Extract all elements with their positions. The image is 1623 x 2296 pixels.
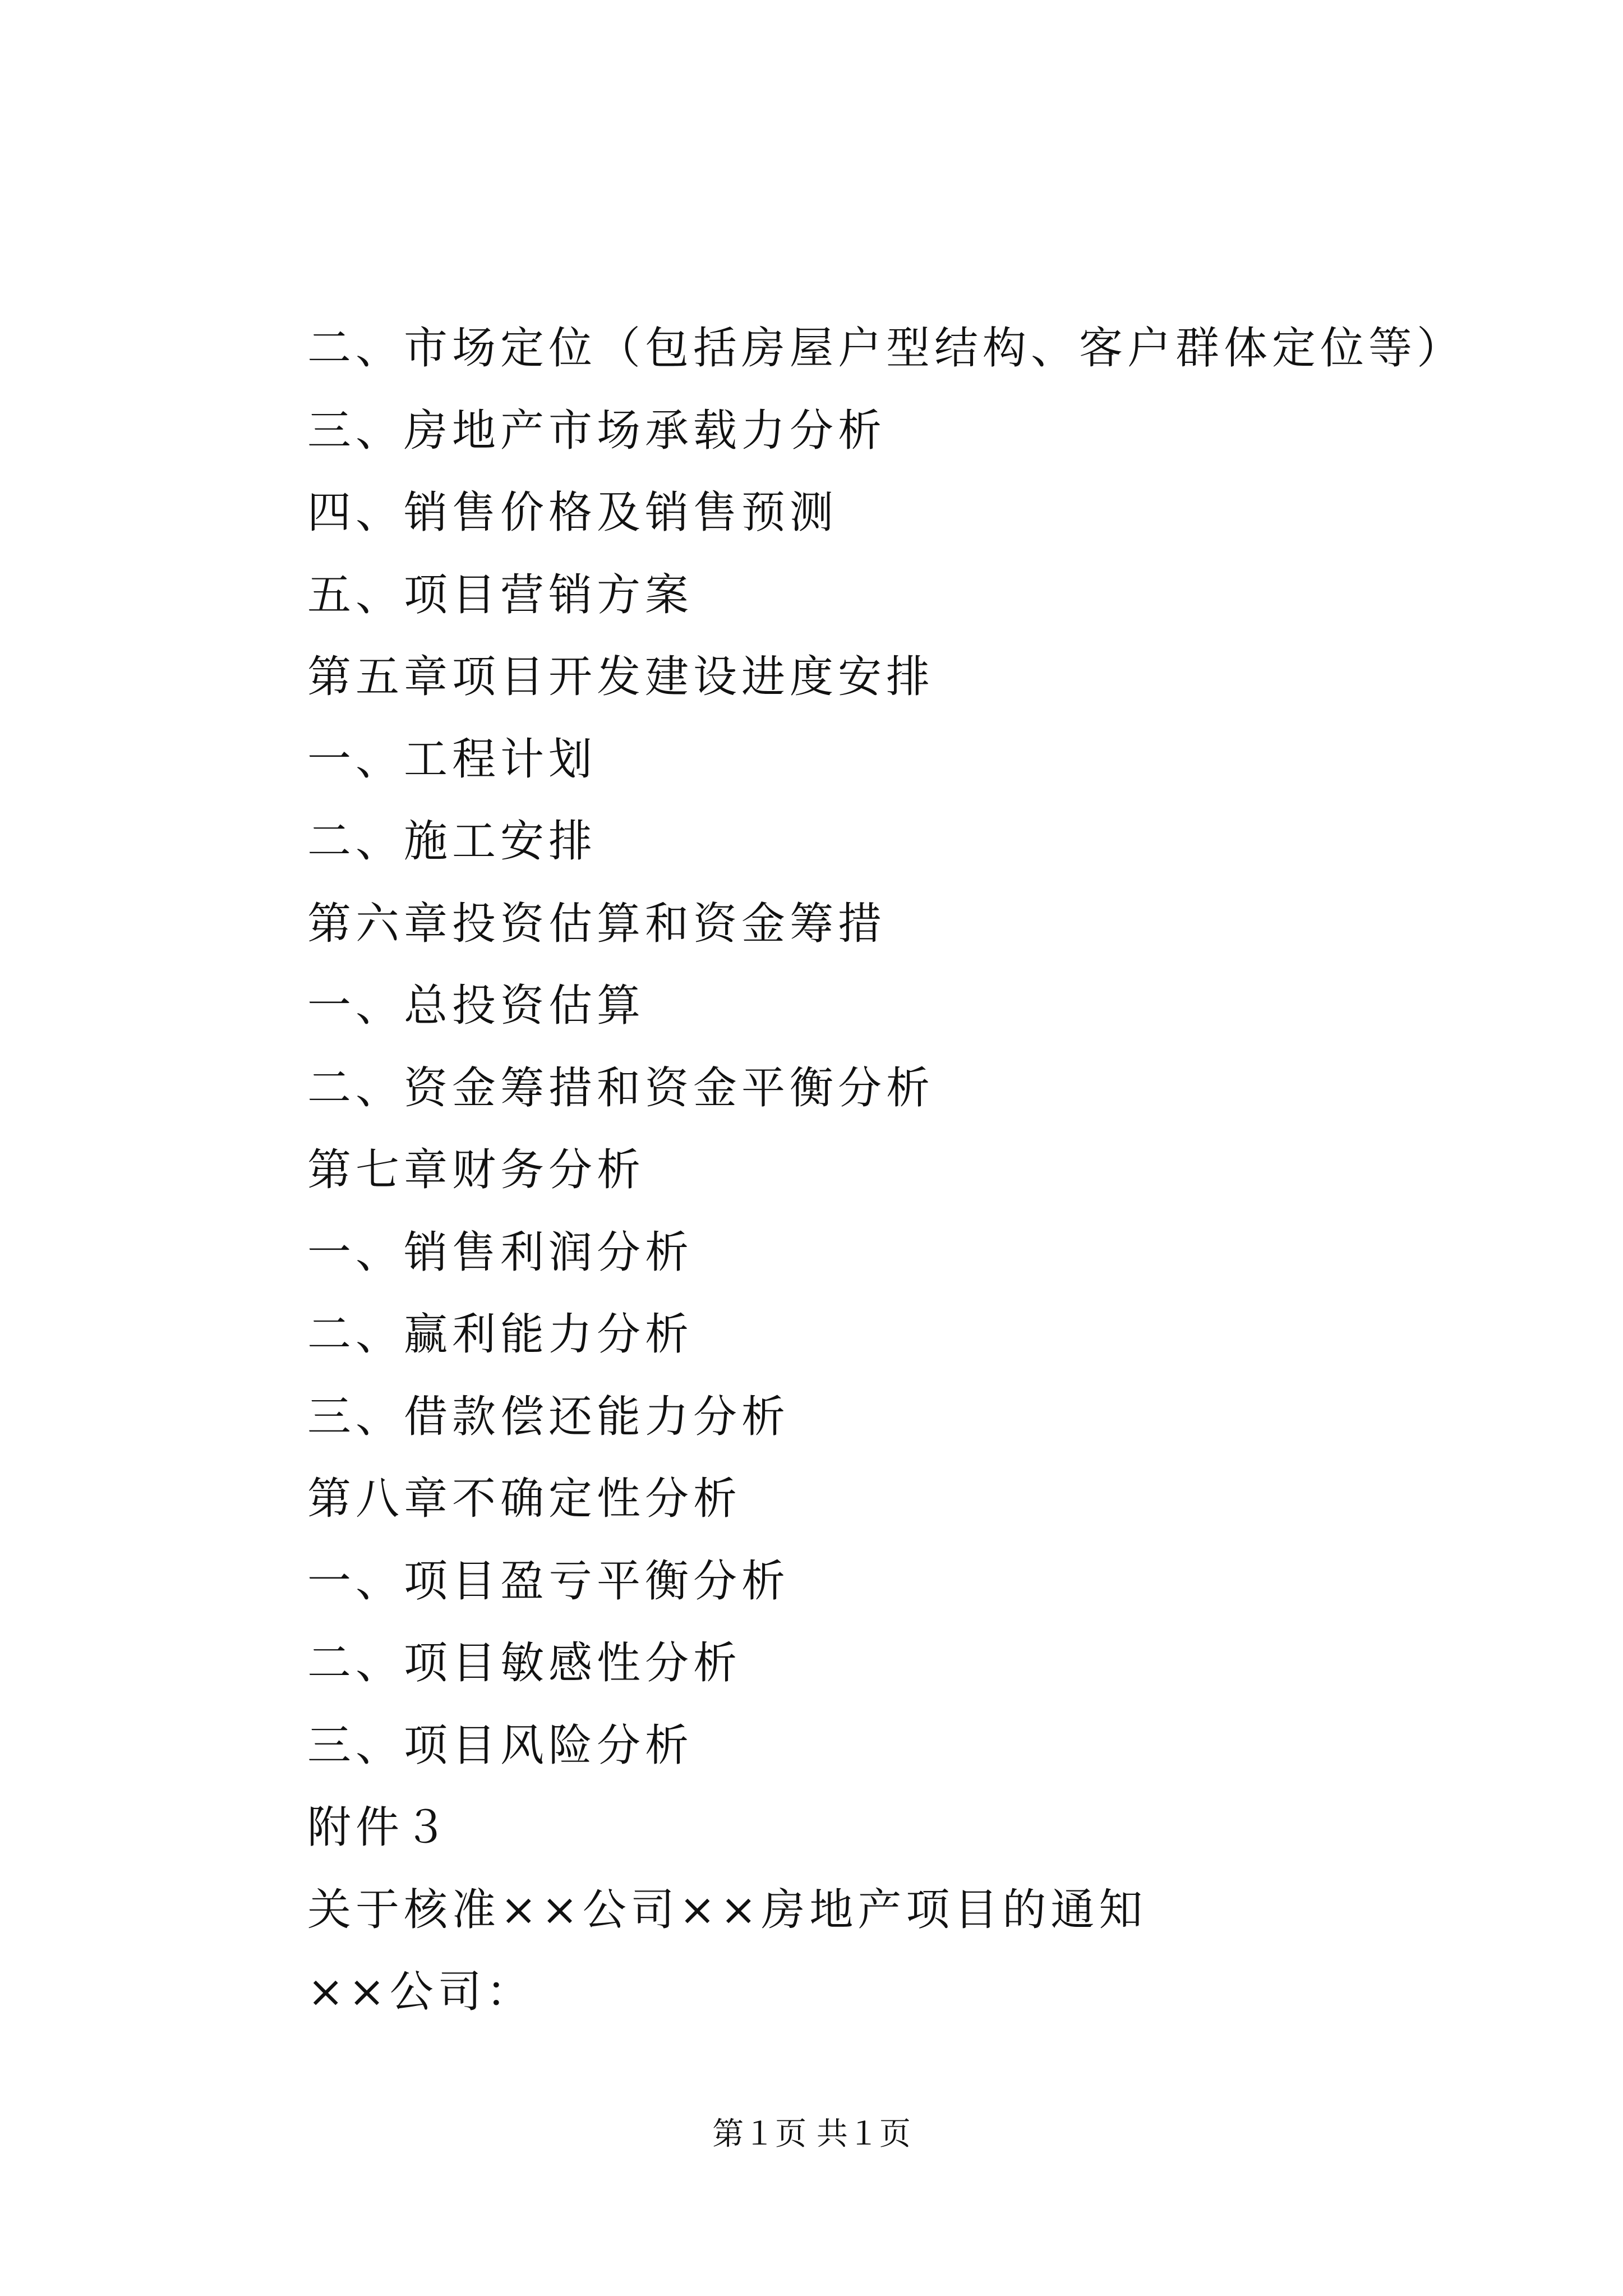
addressee: ××公司：: [307, 1967, 534, 2017]
chapter-7-heading: 第七章财务分析: [307, 1145, 645, 1195]
chapter-5-heading: 第五章项目开发建设进度安排: [307, 652, 935, 702]
document-body: [307, 307, 1541, 2033]
page-footer: 第１页 共１页: [712, 2116, 911, 2152]
line-engineering-plan: 一、工程计划: [307, 734, 597, 785]
line-risk-analysis: 三、项目风险分析: [307, 1720, 694, 1771]
chapter-8-heading: 第八章不确定性分析: [307, 1474, 742, 1524]
line-section-3-market-capacity: 三、房地产市场承载力分析: [307, 405, 887, 456]
line-fund-raising-balance: 二、资金筹措和资金平衡分析: [307, 1062, 935, 1114]
attachment-label: 附件３: [307, 1802, 453, 1853]
line-section-4-sales-forecast: 四、销售价格及销售预测: [307, 487, 838, 538]
line-construction-arrangement: 二、施工安排: [307, 816, 597, 867]
line-section-2-market-positioning: 二、市场定位（包括房屋户型结构、客户群体定位等）: [307, 323, 1465, 374]
notice-title: 关于核准××公司××房地产项目的通知: [307, 1884, 1147, 1935]
line-profitability-analysis: 二、赢利能力分析: [307, 1309, 694, 1360]
line-break-even-analysis: 一、项目盈亏平衡分析: [307, 1556, 790, 1607]
line-total-investment-estimate: 一、总投资估算: [307, 981, 645, 1031]
line-section-5-marketing-plan: 五、项目营销方案: [307, 569, 694, 620]
line-sales-profit-analysis: 一、销售利润分析: [307, 1227, 694, 1278]
line-sensitivity-analysis: 二、项目敏感性分析: [307, 1638, 742, 1688]
chapter-6-heading: 第六章投资估算和资金筹措: [307, 898, 887, 949]
line-loan-repayment-analysis: 三、借款偿还能力分析: [307, 1391, 790, 1442]
